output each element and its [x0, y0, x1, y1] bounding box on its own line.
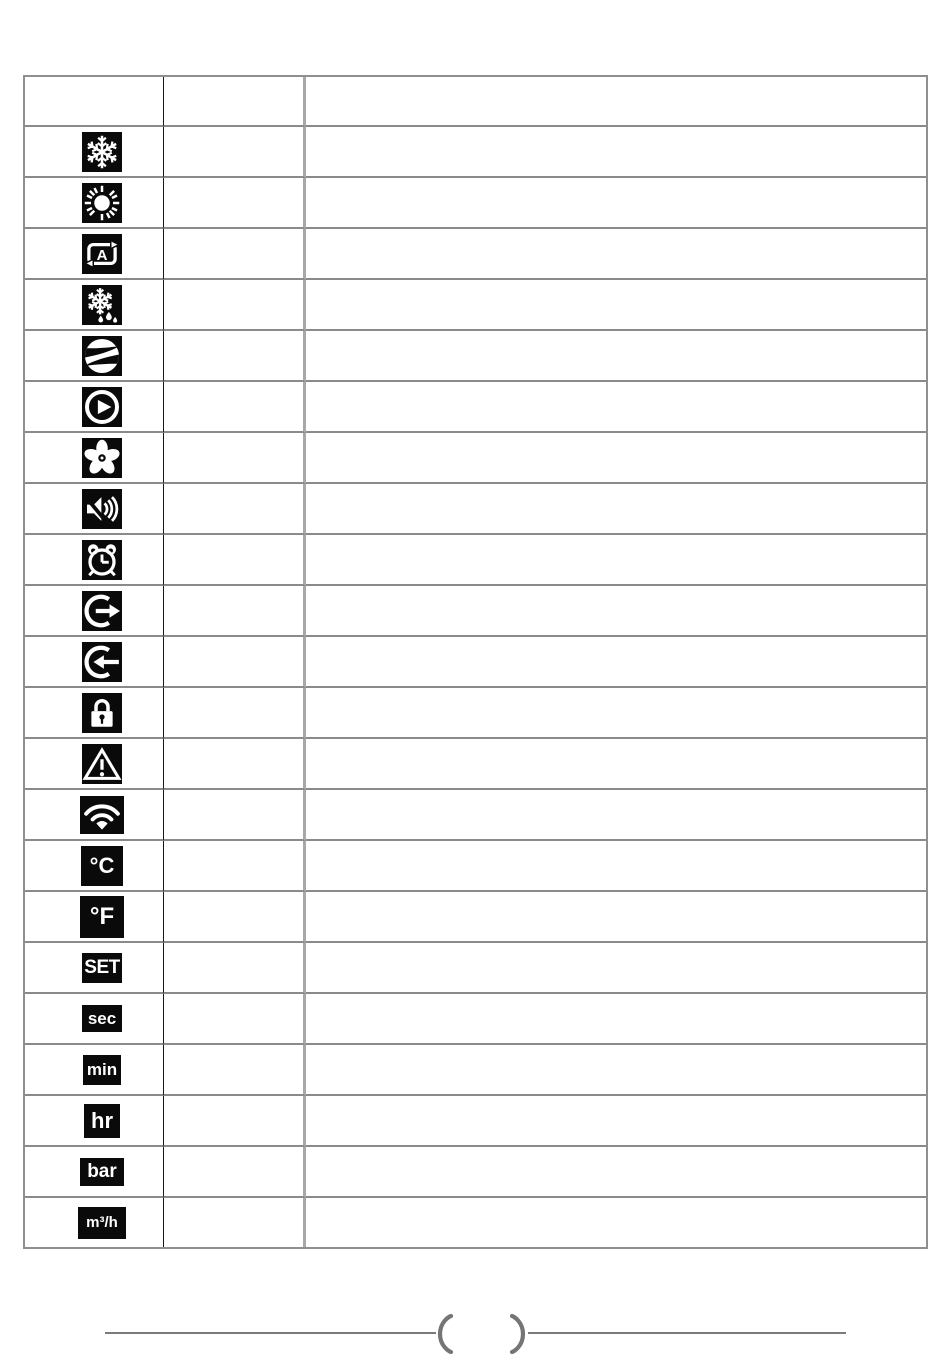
table-row: [25, 229, 926, 280]
table-row: [25, 280, 926, 331]
description-cell: [306, 331, 926, 382]
header-meaning-cell: [164, 77, 306, 127]
hours-icon: hr: [84, 1104, 120, 1138]
description-cell: [306, 994, 926, 1045]
table-row: [25, 1096, 926, 1147]
fan-icon: [82, 438, 122, 478]
description-cell: [306, 178, 926, 229]
seconds-icon: sec: [82, 1005, 122, 1032]
table-row: [25, 127, 926, 178]
meaning-cell: [164, 382, 306, 433]
description-cell: [306, 637, 926, 688]
meaning-cell: [164, 892, 306, 943]
meaning-cell: [164, 637, 306, 688]
meaning-cell: [164, 943, 306, 994]
header-symbol-cell: [25, 77, 164, 127]
signal-input-icon: [82, 642, 122, 682]
table-row: [25, 943, 926, 994]
description-cell: [306, 790, 926, 841]
description-cell: [306, 841, 926, 892]
warning-icon: [82, 744, 122, 784]
meaning-cell: [164, 535, 306, 586]
flow-m3h-icon: m³/h: [78, 1207, 126, 1239]
description-cell: [306, 943, 926, 994]
defrost-icon: [82, 285, 122, 325]
table-row: [25, 739, 926, 790]
meaning-cell: [164, 1198, 306, 1247]
meaning-cell: [164, 739, 306, 790]
bracket-right-icon: [508, 1313, 530, 1360]
meaning-cell: [164, 484, 306, 535]
meaning-cell: [164, 1096, 306, 1147]
snowflake-icon: [82, 132, 122, 172]
meaning-cell: [164, 994, 306, 1045]
table-row: [25, 637, 926, 688]
meaning-cell: [164, 1045, 306, 1096]
description-cell: [306, 892, 926, 943]
meaning-cell: [164, 790, 306, 841]
table-row: [25, 1045, 926, 1096]
description-cell: [306, 688, 926, 739]
meaning-cell: [164, 331, 306, 382]
footer-rule-right: [528, 1332, 846, 1334]
signal-output-icon: [82, 591, 122, 631]
table-row: [25, 688, 926, 739]
table-row: [25, 1147, 926, 1198]
meaning-cell: [164, 1147, 306, 1198]
table-row: [25, 892, 926, 943]
description-cell: [306, 433, 926, 484]
lock-icon: [82, 693, 122, 733]
valve-damper-icon: [82, 336, 122, 376]
table-row: [25, 994, 926, 1045]
fahrenheit-icon: °F: [80, 896, 124, 938]
table-row: [25, 790, 926, 841]
table-row: [25, 433, 926, 484]
auto-mode-icon: [82, 234, 122, 274]
meaning-cell: [164, 178, 306, 229]
description-cell: [306, 382, 926, 433]
description-cell: [306, 1045, 926, 1096]
sun-icon: [82, 183, 122, 223]
pressure-bar-icon: bar: [80, 1158, 124, 1186]
pump-icon: [82, 387, 122, 427]
meaning-cell: [164, 433, 306, 484]
meaning-cell: [164, 229, 306, 280]
header-description-cell: [306, 77, 926, 127]
description-cell: [306, 535, 926, 586]
page-footer: [0, 1311, 950, 1357]
table-row: [25, 484, 926, 535]
table-row: [25, 178, 926, 229]
description-cell: [306, 1198, 926, 1247]
meaning-cell: [164, 127, 306, 178]
meaning-cell: [164, 841, 306, 892]
minutes-icon: min: [83, 1055, 121, 1085]
description-cell: [306, 1147, 926, 1198]
buzzer-muted-icon: [82, 489, 122, 529]
meaning-cell: [164, 688, 306, 739]
description-cell: [306, 229, 926, 280]
description-cell: [306, 1096, 926, 1147]
table-row: [25, 331, 926, 382]
wifi-icon: [80, 796, 124, 834]
celsius-icon: °C: [81, 846, 123, 886]
alarm-clock-icon: [82, 540, 122, 580]
symbols-table: [23, 75, 928, 1249]
table-header-row: [25, 77, 926, 127]
table-row: [25, 1198, 926, 1247]
table-row: [25, 535, 926, 586]
table-row: [25, 841, 926, 892]
set-icon: SET: [82, 953, 122, 983]
description-cell: [306, 127, 926, 178]
svg-text:A: A: [96, 246, 108, 264]
description-cell: [306, 586, 926, 637]
bracket-left-icon: [433, 1313, 455, 1360]
description-cell: [306, 739, 926, 790]
table-row: [25, 586, 926, 637]
footer-rule-left: [105, 1332, 436, 1334]
table-row: [25, 382, 926, 433]
meaning-cell: [164, 280, 306, 331]
description-cell: [306, 484, 926, 535]
meaning-cell: [164, 586, 306, 637]
description-cell: [306, 280, 926, 331]
